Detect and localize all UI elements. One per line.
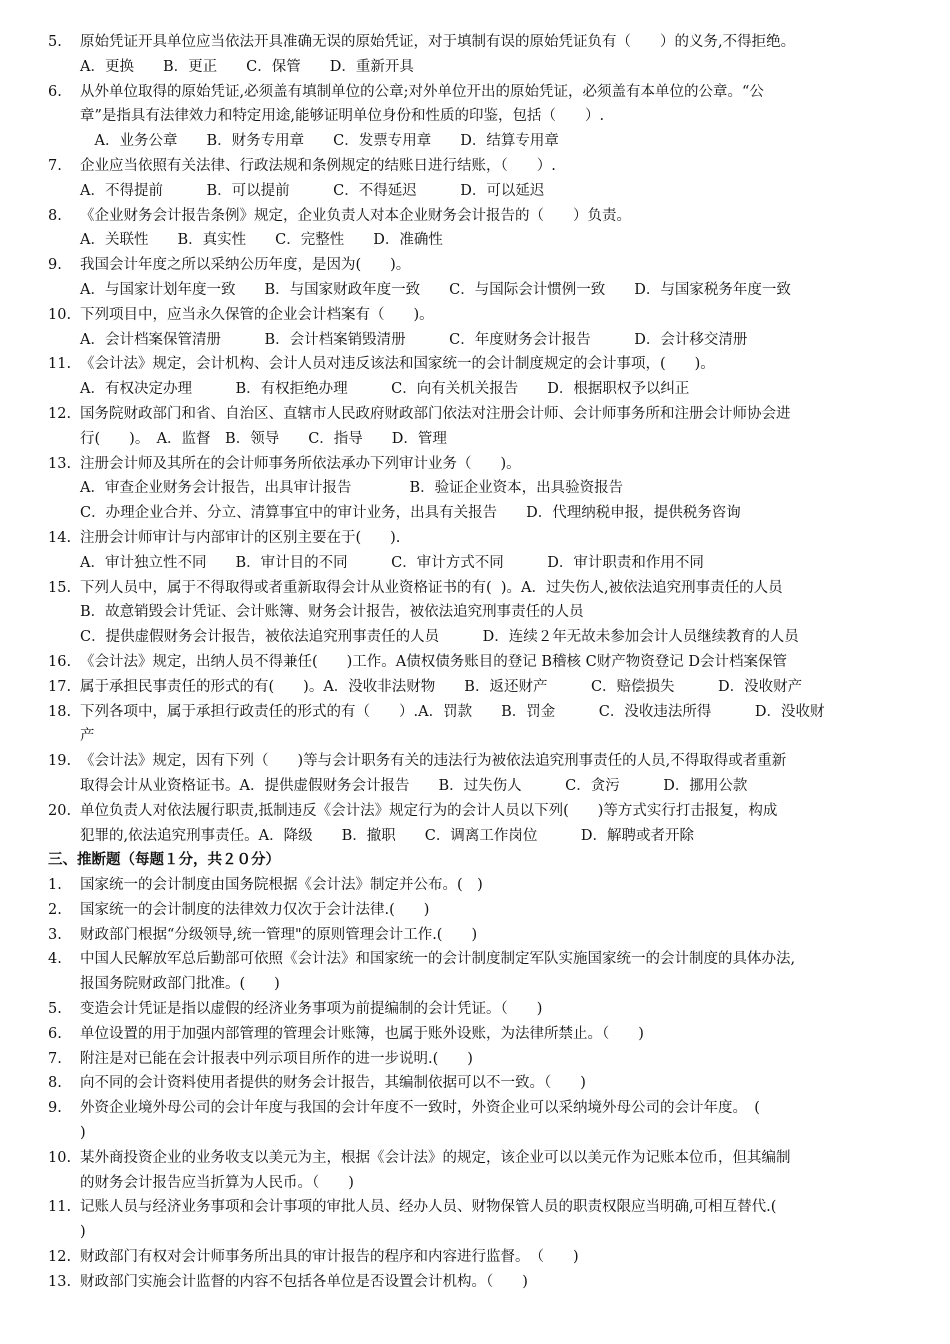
choice-question: [48, 526, 920, 576]
question-number: 5.: [48, 1001, 62, 1018]
choice-question: [48, 749, 920, 799]
judgment-question: [48, 1195, 920, 1245]
question-text: 我国会计年度之所以采纳公历年度，是因为( )。: [80, 257, 411, 274]
question-number: 15.: [48, 579, 72, 596]
question-number: 2.: [48, 901, 62, 918]
question-text: 外资企业境外母公司的会计年度与我国的会计年度不一致时，外资企业可以采纳境外母公司的会计年度。 (: [80, 1100, 760, 1117]
choice-question: [48, 303, 920, 353]
question-number: 8.: [48, 207, 62, 224]
question-text: 国务院财政部门和省、自治区、直辖市人民政府财政部门依法对注册会计师、会计师事务所和注册会计师协会进: [80, 405, 791, 422]
question-text: 产: [80, 728, 95, 745]
question-number: 9.: [48, 1100, 62, 1117]
question-text: 《会计法》规定，会计机构、会计人员对违反该法和国家统一的会计制度规定的会计事项，( )。: [80, 356, 715, 373]
section-title-judgment: 三、推断题（每题１分，共２０分）: [48, 852, 280, 869]
question-text: 《企业财务会计报告条例》规定，企业负责人对本企业财务会计报告的（ ）负责。: [80, 207, 631, 224]
question-text: 下列各项中，属于承担行政责任的形式的有（ ）.A．罚款 B．罚金 C．没收违法所得 D．没收财: [80, 703, 825, 720]
question-text: 单位负责人对依法履行职责,抵制违反《会计法》规定行为的会计人员以下列( )等方式实行打击报复，构成: [80, 802, 778, 819]
question-number: 3.: [48, 926, 62, 943]
question-text: 中国人民解放军总后勤部可依照《会计法》和国家统一的会计制度制定军队实施国家统一的会计制度的具体办法,: [80, 951, 796, 968]
choice-question: [48, 352, 920, 402]
answer-options: A．与国家计划年度一致 B．与国家财政年度一致 C．与国际会计惯例一致 D．与国家税务年度一致: [80, 281, 791, 298]
multiple-choice-list: [48, 30, 920, 848]
question-text: 记账人员与经济业务事项和会计事项的审批人员、经办人员、财物保管人员的职责权限应当明确,可相互替代.(: [80, 1199, 777, 1216]
question-number: 20.: [48, 802, 72, 819]
answer-options: C．提供虚假财务会计报告，被依法追究刑事责任的人员 D．连续２年无故未参加会计人员继续教育的人员: [80, 629, 799, 646]
question-text: 财政部门根据“分级领导,统一管理"的原则管理会计工作.( ): [80, 926, 478, 943]
question-text: 的财务会计报告应当折算为人民币。（ ): [80, 1174, 354, 1191]
question-text: 向不同的会计资料使用者提供的财务会计报告，其编制依据可以不一致。（ ): [80, 1075, 586, 1092]
choice-question: [48, 799, 920, 849]
question-number: 17.: [48, 678, 72, 695]
judgment-question: [48, 1071, 920, 1096]
question-text: 注册会计师及其所在的会计师事务所依法承办下列审计业务（ )。: [80, 455, 521, 472]
question-text: 企业应当依照有关法律、行政法规和条例规定的结账日进行结账，（ ）.: [80, 157, 556, 174]
question-number: 13.: [48, 1273, 72, 1290]
answer-options: B．故意销毁会计凭证、会计账簿、财务会计报告，被依法追究刑事责任的人员: [80, 604, 584, 621]
judgment-question: [48, 1022, 920, 1047]
judgment-question: [48, 947, 920, 997]
question-number: 6.: [48, 1025, 62, 1042]
question-text: 章”是指具有法律效力和特定用途,能够证明单位身份和性质的印鉴，包括（ ）.: [80, 108, 605, 125]
choice-question: [48, 204, 920, 254]
question-text: 《会计法》规定，因有下列（ )等与会计职务有关的违法行为被依法追究刑事责任的人员,不得取得或者重新: [80, 753, 787, 770]
question-number: 12.: [48, 1249, 72, 1266]
question-number: 1.: [48, 877, 62, 894]
question-text: 财政部门实施会计监督的内容不包括各单位是否设置会计机构。（ ): [80, 1273, 528, 1290]
question-text: 某外商投资企业的业务收支以美元为主，根据《会计法》的规定，该企业可以以美元作为记账本位币，但其编制: [80, 1149, 791, 1166]
judgment-question: [48, 898, 920, 923]
question-text: 国家统一的会计制度的法律效力仅次于会计法律.( ): [80, 901, 430, 918]
question-number: 7.: [48, 1050, 62, 1067]
question-number: 10.: [48, 306, 72, 323]
judgment-question: [48, 1096, 920, 1146]
choice-question: [48, 650, 920, 675]
choice-question: [48, 576, 920, 650]
question-text: ): [80, 1125, 86, 1142]
question-text: 下列项目中，应当永久保管的企业会计档案有（ )。: [80, 306, 434, 323]
question-text: 注册会计师审计与内部审计的区别主要在于( ).: [80, 529, 401, 546]
question-number: 16.: [48, 653, 72, 670]
answer-options: A．会计档案保管清册 B．会计档案销毁清册 C．年度财务会计报告 D．会计移交清册: [80, 331, 748, 348]
question-text: 原始凭证开具单位应当依法开具准确无误的原始凭证，对于填制有误的原始凭证负有（ ）的义务,不得拒绝。: [80, 34, 796, 50]
judgment-question-list: [48, 873, 920, 1295]
question-text: 行( )。 A．监督 B．领导 C．指导 D．管理: [80, 430, 447, 447]
answer-options: A．不得提前 B．可以提前 C．不得延迟 D．可以延迟: [80, 182, 545, 199]
answer-options: C．办理企业合并、分立、清算事宜中的审计业务，出具有关报告 D．代理纳税申报，提供税务咨询: [80, 505, 741, 522]
answer-options: A．有权决定办理 B．有权拒绝办理 C．向有关机关报告 D．根据职权予以纠正: [80, 381, 690, 398]
judgment-question: [48, 923, 920, 948]
answer-options: A．审计独立性不同 B．审计目的不同 C．审计方式不同 D．审计职责和作用不同: [80, 554, 704, 571]
choice-question: [48, 154, 920, 204]
answer-options: A．审查企业财务会计报告，出具审计报告 B．验证企业资本，出具验资报告: [80, 480, 624, 497]
question-text: 从外单位取得的原始凭证,必须盖有填制单位的公章;对外单位开出的原始凭证，必须盖有本单位的公章。“公: [80, 83, 764, 100]
question-number: 8.: [48, 1075, 62, 1092]
answer-options: A．关联性 B．真实性 C．完整性 D．准确性: [80, 232, 443, 249]
question-number: 9.: [48, 257, 62, 274]
judgment-question: [48, 1146, 920, 1196]
question-text: 《会计法》规定，出纳人员不得兼任( )工作。A债权债务账目的登记 B稽核 C财产物资登记 D会计档案保管: [80, 653, 787, 670]
judgment-question: [48, 873, 920, 898]
question-text: ): [80, 1224, 86, 1241]
question-number: 11.: [48, 356, 72, 373]
question-number: 14.: [48, 529, 72, 546]
judgment-question: [48, 997, 920, 1022]
question-text: 附注是对已能在会计报表中列示项目所作的进一步说明.( ): [80, 1050, 473, 1067]
question-text: 财政部门有权对会计师事务所出具的审计报告的程序和内容进行监督。 （ ): [80, 1249, 579, 1266]
question-text: 下列人员中，属于不得取得或者重新取得会计从业资格证书的有( )。A．过失伤人,被依法追究刑事责任的人员: [80, 579, 783, 596]
question-number: 4.: [48, 951, 62, 968]
question-number: 10.: [48, 1149, 72, 1166]
question-number: 6.: [48, 83, 62, 100]
judgment-question: [48, 1047, 920, 1072]
answer-options: A．业务公章 B．财务专用章 C．发票专用章 D．结算专用章: [80, 133, 559, 150]
question-number: 5.: [48, 34, 62, 50]
question-number: 11.: [48, 1199, 72, 1216]
choice-question: [48, 675, 920, 700]
question-text: 报国务院财政部门批准。( ): [80, 976, 280, 993]
judgment-question: [48, 1245, 920, 1270]
choice-question: [48, 30, 920, 80]
choice-question: [48, 402, 920, 452]
choice-question: [48, 452, 920, 526]
choice-question: [48, 80, 920, 154]
question-text: 国家统一的会计制度由国务院根据《会计法》制定并公布。( ): [80, 877, 483, 894]
question-number: 18.: [48, 703, 72, 720]
question-number: 7.: [48, 157, 62, 174]
question-number: 12.: [48, 405, 72, 422]
question-text: 单位设置的用于加强内部管理的管理会计账簿，也属于账外设账，为法律所禁止。（ ): [80, 1025, 644, 1042]
judgment-question: [48, 1270, 920, 1295]
answer-options: A．更换 B．更正 C．保管 D．重新开具: [80, 58, 414, 75]
choice-question: [48, 253, 920, 303]
question-number: 19.: [48, 753, 72, 770]
question-number: 13.: [48, 455, 72, 472]
question-text: 属于承担民事责任的形式的有( )。A．没收非法财物 B．返还财产 C．赔偿损失 D．没收财产: [80, 678, 803, 695]
question-text: 犯罪的,依法追究刑事责任。A．降级 B．撤职 C．调离工作岗位 D．解聘或者开除: [80, 827, 694, 844]
question-text: 取得会计从业资格证书。A．提供虚假财务会计报告 B．过失伤人 C．贪污 D．挪用公款: [80, 777, 748, 794]
question-text: 变造会计凭证是指以虚假的经济业务事项为前提编制的会计凭证。（ ): [80, 1001, 543, 1018]
choice-question: [48, 700, 920, 750]
